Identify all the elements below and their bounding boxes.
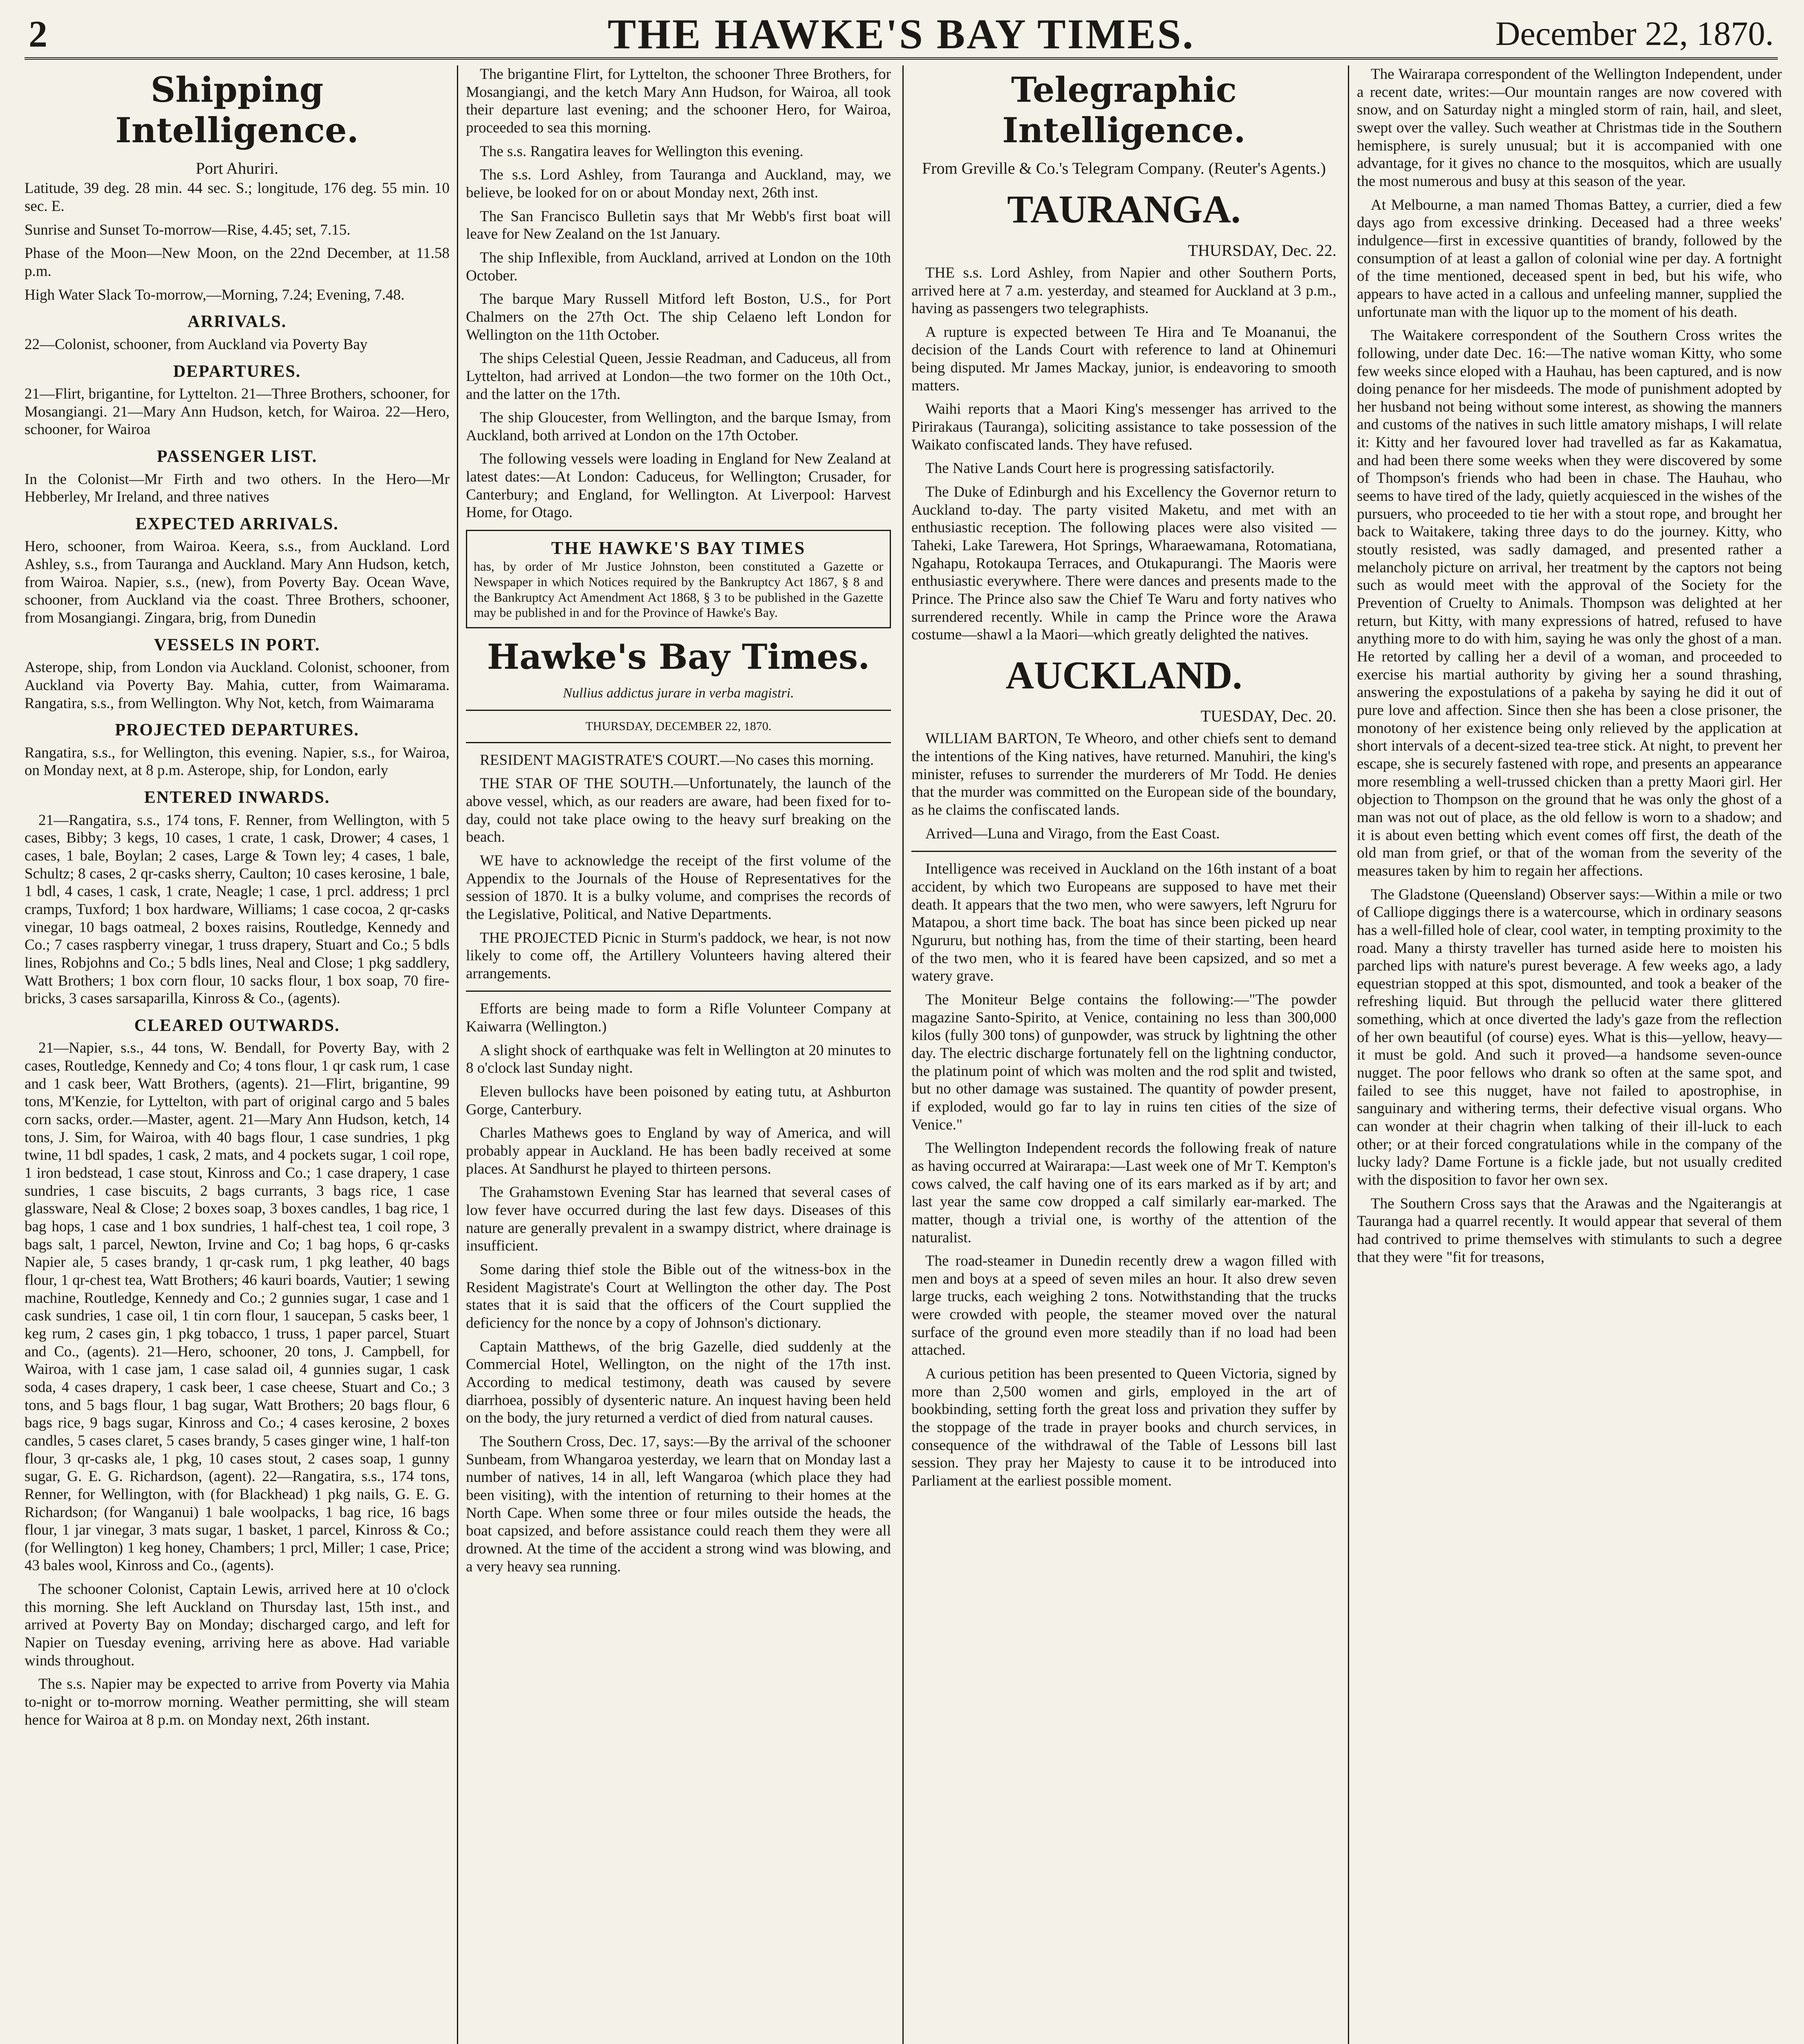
paragraph: The schooner Colonist, Captain Lewis, arrived here at 10 o'clock this morning. She left Auckland on Thursday last, 15th inst., and arrived at Poverty Bay on Monday; discharged cargo, and left for Napier on Tuesday evening, arriving here as above. Had variable winds throughout. [25,1581,450,1669]
section-heading: Shipping Intelligence. [115,69,359,151]
paragraph: The barque Mary Russell Mitford left Boston, U.S., for Port Chalmers on the 27th Oct. The ship Celaeno left London for Wellington on the 11th October. [466,291,891,343]
paragraph: In the Colonist—Mr Firth and two others. In the Hero—Mr Hebberley, Mr Ireland, and three natives [25,471,450,506]
paragraph: The s.s. Lord Ashley, from Tauranga and Auckland, may, we believe, be looked for on or about Monday next, 26th inst. [466,166,891,201]
subheading: DEPARTURES. [173,362,301,381]
paragraph: The Gladstone (Queensland) Observer says:—Within a mile or two of Calliope diggings there is a watercourse, which in ordinary seasons has a well-filled hole of clear, cool water, in tempting proximity to the road. Many a thirsty traveller has turned aside here to moisten his parched lips with nature's purest beverage. A few weeks ago, a lady equestrian stopped at this spot, dismounted, and took a beaker of the refreshing liquid. But through the pellucid water there glittered something, which at once diverted the lady's gaze from the reflection of her own beautiful (of course) eyes. What is this—yellow, heavy—it must be gold. And such it proved—a handsome seven-ounce nugget. The poor fellows who drank so often at the same spot, and failed to see this nugget, have not failed to apostrophise, in sanguinary and withering terms, their defective visual organs. Who can wonder at their chagrin when talking of their ill-luck to each other; or at their forced congratulations while in the company of the lucky lady? Dame Fortune is a fickle jade, but not usually credited with the disposition to favor her own sex. [1357,886,1782,1189]
paragraph: Waihi reports that a Maori King's messenger has arrived to the Pirirakaus (Tauranga), soliciting assistance to take possession of the Waikato confiscated lands. They have refused. [911,401,1336,453]
newspaper-title: THE HAWKE'S BAY TIMES. [607,11,1195,58]
paragraph: Some daring thief stole the Bible out of the witness-box in the Resident Magistrate's Court at Wellington the other day. The Post states that it is said that the officers of the Court supplied the deficiency for the nonce by a copy of Johnson's dictionary. [466,1261,891,1331]
motto: Nullius addictus jurare in verba magistri. [563,686,794,701]
paragraph: The Moniteur Belge contains the following:—"The powder magazine Santo-Spirito, at Venice, containing no less than 300,000 kilos (fully 300 tons) of gunpowder, was struck by lightning the other day. The electric discharge fortunately fell on the lightning conductor, the platinum point of which was molten and the rod split and twisted, but no other damage was sustained. The quantity of powder present, if exploded, would go far to lay in ruins ten cities of the size of Venice." [911,991,1336,1133]
paragraph: A curious petition has been presented to Queen Victoria, signed by more than 2,500 women and girls, employed in the art of bookbinding, setting forth the great loss and privation they suffer by the stoppage of the trade in prayer books and church services, in consequence of the withdrawal of the Table of Lessons bill last session. They pray her Majesty to cause it to be introduced into Parliament at the earliest possible moment. [911,1365,1336,1490]
paragraph: Charles Mathews goes to England by way of America, and will probably appear in Auckland. He has been badly received at some places. At Sandhurst he played to thirteen persons. [466,1125,891,1177]
telegram-source: From Greville & Co.'s Telegram Company. (Reuter's Agents.) [922,159,1326,178]
paragraph: THE STAR OF THE SOUTH.—Unfortunately, the launch of the above vessel, which, as our readers are aware, had been fixed for to-day, could not take place owing to the heavy surf breaking on the beach. [466,775,891,846]
paragraph: High Water Slack To-morrow,—Morning, 7.24; Evening, 7.48. [25,286,405,303]
gazette-notice-box [466,530,891,628]
paragraph: The San Francisco Bulletin says that Mr Webb's first boat will leave for New Zealand on the 1st January. [466,208,891,243]
paragraph: RESIDENT MAGISTRATE'S COURT.—No cases this morning. [480,751,874,769]
column-editorial [466,65,891,2044]
paragraph: Rangatira, s.s., for Wellington, this evening. Napier, s.s., for Wairoa, on Monday next, at 8 p.m. Asterope, ship, for London, early [25,744,450,779]
paragraph: WILLIAM BARTON, Te Wheoro, and other chiefs sent to demand the intentions of the King natives, have returned. Manuhiri, the king's minister, refuses to surrender the murderers of Mr Todd. He denies that the murder was committed on the European side of the boundary, as he claims the confiscated lands. [911,730,1336,819]
subheading: PROJECTED DEPARTURES. [115,721,359,740]
column-shipping [25,65,450,2044]
paragraph: The Wellington Independent records the following freak of nature as having occurred at Wairarapa:—Last week one of Mr T. Kempton's cows calved, the calf having one of its ears marked as if by art; and last year the same cow dropped a calf similarly ear-marked. The matter, though a trivial one, is worthy of the attention of the naturalist. [911,1140,1336,1246]
paragraph: Eleven bullocks have been poisoned by eating tutu, at Ashburton Gorge, Canterbury. [466,1083,891,1118]
paragraph: The s.s. Napier may be expected to arrive from Poverty via Mahia to-night or to-morrow morning. Weather permitting, she will steam hence for Wairoa at 8 p.m. on Monday next, 26th instant. [25,1676,450,1728]
paragraph: The s.s. Rangatira leaves for Wellington this evening. [480,143,804,160]
paragraph: The ship Gloucester, from Wellington, and the barque Ismay, from Auckland, both arrived at London on the 17th October. [466,409,891,444]
subheading: PASSENGER LIST. [157,447,318,466]
paragraph: WE have to acknowledge the receipt of the first volume of the Appendix to the Journals of the House of Representatives for the session of 1870. It is a bulky volume, and comprises the records of the Legislative, Political, and Native Departments. [466,852,891,923]
divider [466,710,891,711]
paragraph: Phase of the Moon—New Moon, on the 22nd December, at 11.58 p.m. [25,245,450,280]
paragraph: The Waitakere correspondent of the Southern Cross writes the following, under date Dec. 16:—The native woman Kitty, who some few weeks since eloped with a Hauhau, has been captured, and is now doing penance for her misdeeds. The mode of punishment adopted by her husband not being without some interest, as showing the manners and customs of the natives in such little amatory mishaps, I will relate it: Kitty and her favoured lover had travelled as far as Kakamatua, and had been there some weeks when they were discovered by some of Thompson's friends who had been in chase. The Hauhau, who seems to have tired of the lady, quietly acquiesced in the wishes of the pursuers, who proceeded to tie her with a stout rope, and brought her back to Waitakere, taking three days to do the journey. Kitty, who stoutly resisted, was sadly damaged, and presented rather a melancholy picture on arrival, her treatment by the captors not being such as would meet with the approval of the Society for the Prevention of Cruelty to Animals. Thompson was delighted at her return, but Kitty, with many expressions of hatred, refused to have anything more to do with him, saying he was only the ghost of a man. He retorted by calling her a devil of a woman, and proceeded to exercise his martial authority by giving her a sound thrashing, answering the expostulations of a pakeha by saying he did it out of pure love and affection. Since then she has been a close prisoner, the monotony of her existence being only relieved by the application at short intervals of a decent-sized tea-tree stick. At night, to prevent her escape, she is securely fastened with rope, and presents an appearance more resembling a well-trussed chicken than a pretty Maori girl. Her objection to Thompson on the ground that he was only the ghost of a man was not out of place, as the old fellow is worn to a shadow; and it is about even betting which event comes off first, the death of the old man from grief, or that of the woman from the severity of the measures taken by him to regain her affections. [1357,327,1782,879]
paragraph: Sunrise and Sunset To-morrow—Rise, 4.45; set, 7.15. [25,221,351,238]
divider [466,991,891,992]
dateline: THURSDAY, Dec. 22. [1188,241,1336,260]
paragraph: Hero, schooner, from Wairoa. Keera, s.s., from Auckland. Lord Ashley, s.s., from Tauranga and Auckland. Mary Ann Hudson, ketch, from Wairoa. Napier, s.s., (new), from Poverty Bay. Ocean Wave, schooner, from Auckland via the coast. Three Brothers, schooner, from Mosangiangi. Zingara, brig, from Dunedin [25,538,450,627]
paragraph: The Southern Cross says that the Arawas and the Ngaiterangis at Tauranga had a quarrel recently. It would appear that several of them had contrived to prime themselves with stimulants to such a degree that they were "fit for treasons, [1357,1195,1782,1266]
paragraph: The brigantine Flirt, for Lyttelton, the schooner Three Brothers, for Mosangiangi, and the ketch Mary Ann Hudson, for Wairoa, all took their departure last evening; and the schooner Hero, for Wairoa, proceeded to sea this morning. [466,66,891,136]
paragraph: The Native Lands Court here is progressing satisfactorily. [925,460,1275,477]
divider [466,742,891,743]
paragraph: Asterope, ship, from London via Auckland. Colonist, schooner, from Auckland via Poverty Bay. Mahia, cutter, from Waimarama. Rangatira, s.s., from Wellington. Why Not, ketch, from Waimarama [25,659,450,712]
paragraph: 21—Flirt, brigantine, for Lyttelton. 21—Three Brothers, schooner, for Mosangiangi. 21—Mary Ann Hudson, ketch, for Wairoa. 22—Hero, schooner, for Wairoa [25,385,450,438]
paragraph: A slight shock of earthquake was felt in Wellington at 20 minutes to 8 o'clock last Sunday night. [466,1042,891,1077]
paragraph: Intelligence was received in Auckland on the 16th instant of a boat accident, by which two Europeans are supposed to have met their death. It appears that the two men, who were sawyers, left Ngruru for Matapou, a short time back. The boat has since been picked up near Ngururu, but nothing has, from the time of their starting, been heard of the two men, who it is feared have been capsized, and so met a watery grave. [911,861,1336,985]
issue-date: December 22, 1870. [1495,15,1774,53]
port-name: Port Ahuriri. [195,159,279,178]
column-rule [902,65,904,2044]
paragraph: The following vessels were loading in England for New Zealand at latest dates:—At London: Caduceus, for Wellington; Crusader, for Canterbury; and England, for Wellington. At Liverpool: Harvest Home, for Otago. [466,450,891,521]
paragraph: The Duke of Edinburgh and his Excellency the Governor return to Auckland to-day. The party visited Maketu, and met with an enthusiastic reception. The following places were also visited —Taheki, Lake Tarewera, Hot Springs, Wharaewamana, Rotomatiana, Ngahapu, Rotokaupa Terraces, and Otukapurangi. The Maoris were enthusiastic everywhere. There were dances and presents made to the Prince. The Prince also saw the Chief Te Waru and forty natives who surrendered recently. While in camp the Prince wore the Arawa costume—shawl a la Maori—which greatly delighted the natives. [911,484,1336,643]
subheading: EXPECTED ARRIVALS. [135,514,339,533]
paragraph: Captain Matthews, of the brig Gazelle, died suddenly at the Commercial Hotel, Wellington, on the night of the 17th inst. According to medical testimony, death was caused by severe diarrhoea, possibly of dysenteric nature. An inquest having been held on the body, the jury returned a verdict of died from natural causes. [466,1338,891,1427]
paragraph: Arrived—Luna and Virago, from the East Coast. [925,825,1220,842]
place-heading: AUCKLAND. [1005,653,1242,697]
paragraph: The ships Celestial Queen, Jessie Readman, and Caduceus, all from Lyttelton, had arrived at London—the two former on the 10th Oct., and the latter on the 17th. [466,350,891,403]
paper-title: Hawke's Bay Times. [487,637,870,677]
column-rule [457,65,458,2044]
paragraph: THE s.s. Lord Ashley, from Napier and other Southern Ports, arrived here at 7 a.m. yesterday, and steamed for Auckland at 3 p.m., having as passengers two telegraphists. [911,264,1336,317]
paragraph: 21—Rangatira, s.s., 174 tons, F. Renner, from Wellington, with 5 cases, Bibby; 3 kegs, 10 cases, 1 crate, 1 cask, Drower; 4 cases, 1 cases, 1 bale, Boylan; 2 cases, Large & Town ley; 4 cases, 1 bale, Schultz; 8 cases, 2 qr-casks sherry, Caulton; 10 cases kerosine, 1 bale, 1 bdl, 4 cases, 1 cask, 1 crate, Neagle; 1 case, 1 prcl. address; 1 prcl cramps, Tuxford; 1 box hardware, Williams; 1 case cocoa, 2 qr-casks vinegar, 10 bags oatmeal, 2 boxes raisins, Routledge, Kennedy and Co.; 7 cases raspberry vinegar, 1 truss drapery, Stuart and Co.; 5 bdls lines, Robjohns and Co.; 5 bdls lines, Neal and Close; 1 pkg saddlery, Watt Brothers; 1 box corn flour, 10 sacks flour, 1 box soap, 70 fire-bricks, 3 cases sarsaparilla, Kinross & Co., (agents). [25,811,450,1007]
notice-title: THE HAWKE'S BAY TIMES [551,538,806,558]
page-number: 2 [29,13,47,55]
paragraph: The road-steamer in Dunedin recently drew a wagon filled with men and boys at a speed of seven miles an hour. It also drew seven large trucks, each weighing 2 tons. Notwithstanding that the trucks were crowded with people, the steamer moved over the natural surface of the ground even more steadily than if no load had been attached. [911,1253,1336,1359]
column-telegraphic [911,65,1336,2044]
paragraph: The Grahamstown Evening Star has learned that several cases of low fever have occurred during the last few days. Diseases of this nature are generally prevalent in a swampy district, where drainage is insufficient. [466,1184,891,1255]
paragraph: The Wairarapa correspondent of the Wellington Independent, under a recent date, writes:—Our mountain ranges are now covered with snow, and on Saturday night a mingled storm of rain, hail, and sleet, swept over the valley. Such weather at Christmas tide in the Southern hemisphere, is surely unusual; but it is accompanied with one advantage, for it gives no chance to the mosquitos, which are usually the most numerous and busy at this season of the year. [1357,66,1782,190]
paragraph: THE PROJECTED Picnic in Sturm's paddock, we hear, is not now likely to come off, the Artillery Volunteers having altered their arrangements. [466,929,891,982]
subheading: CLEARED OUTWARDS. [134,1016,340,1035]
masthead [25,8,1778,60]
dateline: TUESDAY, Dec. 20. [1200,707,1336,726]
notice-text: has, by order of Mr Justice Johnston, been constituted a Gazette or Newspaper in which Notices required by the Bankruptcy Act 1867, § 8 and the Bankruptcy Act Amendment Act 1868, § 3 to be published in the Gazette may be published in and for the Province of Hawke's Bay. [474,559,883,620]
paragraph: The Southern Cross, Dec. 17, says:—By the arrival of the schooner Sunbeam, from Whangaroa yesterday, we learn that on Monday last a number of natives, 14 in all, left Wangaroa (which place they had been visiting), with the intention of returning to their homes at the North Cape. When some three or four miles outside the heads, the boat capsized, and before assistance could reach them they were all drowned. At the time of the accident a strong wind was blowing, and a very heavy sea running. [466,1433,891,1575]
dateline: THURSDAY, DECEMBER 22, 1870. [585,719,772,733]
subheading: ENTERED INWARDS. [144,788,330,807]
subheading: VESSELS IN PORT. [154,635,320,654]
section-heading: Telegraphic Intelligence. [1002,69,1246,151]
paragraph: At Melbourne, a man named Thomas Battey, a currier, died a few days ago from excessive drinking. Deceased had a three weeks' indulgence—first in excessive quantities of brandy, followed by the consumption of at least a gallon of colonial wine per day. A fortnight of the time mentioned, deceased spent in bed, but his wife, who appears to have acted in a callous and unfeeling manner, supplied the unfortunate man with the liquor up to the moment of his death. [1357,196,1782,320]
paragraph: Efforts are being made to form a Rifle Volunteer Company at Kaiwarra (Wellington.) [466,1000,891,1035]
divider [911,851,1336,852]
paragraph: 22—Colonist, schooner, from Auckland via Poverty Bay [25,336,368,353]
column-rule [1348,65,1349,2044]
paragraph: A rupture is expected between Te Hira and Te Moananui, the decision of the Lands Court with reference to land at Ohinemuri being disputed. Mr James Mackay, junior, is endeavoring to smooth matters. [911,323,1336,394]
paragraph: The ship Inflexible, from Auckland, arrived at London on the 10th October. [466,249,891,284]
place-heading: TAURANGA. [1007,187,1241,231]
subheading: ARRIVALS. [187,312,287,332]
paragraph: 21—Napier, s.s., 44 tons, W. Bendall, for Poverty Bay, with 2 cases, Routledge, Kennedy and Co; 4 tons flour, 1 qr cask rum, 1 case and 1 cask beer, Watt Brothers, (agents). 21—Flirt, brigantine, 99 tons, M'Kenzie, for Lyttelton, with part of original cargo and 5 bales corn sacks, order.—Master, agent. 21—Mary Ann Hudson, ketch, 14 tons, J. Sim, for Wairoa, with 40 bags flour, 1 case sundries, 1 pkg twine, 11 bdl spades, 1 cask, 2 mats, and 4 pockets sugar, 1 coil rope, 1 iron bedstead, 1 case stout, Kinross and Co.; 1 case drapery, 1 case sundries, 1 case biscuits, 2 bags currants, 3 bags rice, 1 case glassware, Neal & Close; 2 boxes soap, 3 boxes candles, 1 bag rice, 1 bag hops, 1 case and 1 box sundries, 1 half-chest tea, 1 coil rope, 3 bags salt, 1 parcel, Newton, Irvine and Co; 1 bag hops, 6 qr-casks Napier ale, 5 cases brandy, 1 qr-cask rum, 1 pkg leather, 40 bags flour, 1 qr-chest tea, Watt Brothers; 46 kauri boards, Vautier; 1 sewing machine, Routledge, Kennedy and Co.; 2 gunnies sugar, 1 case and 1 cask sundries, 1 case oil, 1 tin corn flour, 1 saucepan, 5 casks beer, 1 keg rum, 2 cases gin, 1 pkg tobacco, 1 truss, 1 paper parcel, Stuart and Co., (agents). 21—Hero, schooner, 20 tons, J. Campbell, for Wairoa, with 1 case jam, 1 case salad oil, 4 gunnies sugar, 1 cask soda, 4 cases drapery, 1 cask beer, 1 case cheese, Stuart and Co.; 3 tons, and 5 bags flour, 1 bag sugar, Watt Brothers; 20 bags flour, 6 bags rice, 9 bags sugar, Kinross and Co.; 4 cases kerosine, 2 boxes candles, 5 cases claret, 5 cases brandy, 5 cases ginger wine, 1 half-ton flour, 3 qr-casks ale, 1 pkg, 10 cases stout, 2 cases soap, 1 gunny sugar, G. E. G. Richardson, (agent). 22—Rangatira, s.s., 174 tons, Renner, for Wellington, with (for Blackhead) 1 pkg nails, G. E. G. Richardson; (for Wanganui) 1 bale woolpacks, 1 bag rice, 16 bags flour, 1 jar vinegar, 3 mats sugar, 1 basket, 1 parcel, Kinross & Co.; (for Wellington) 1 keg honey, Chambers; 1 prcl, Miller; 1 case, Price; 43 bales wool, Kinross and Co., (agents). [25,1040,450,1574]
paragraph: Latitude, 39 deg. 28 min. 44 sec. S.; longitude, 176 deg. 55 min. 10 sec. E. [25,180,450,215]
column-news [1357,65,1782,2044]
